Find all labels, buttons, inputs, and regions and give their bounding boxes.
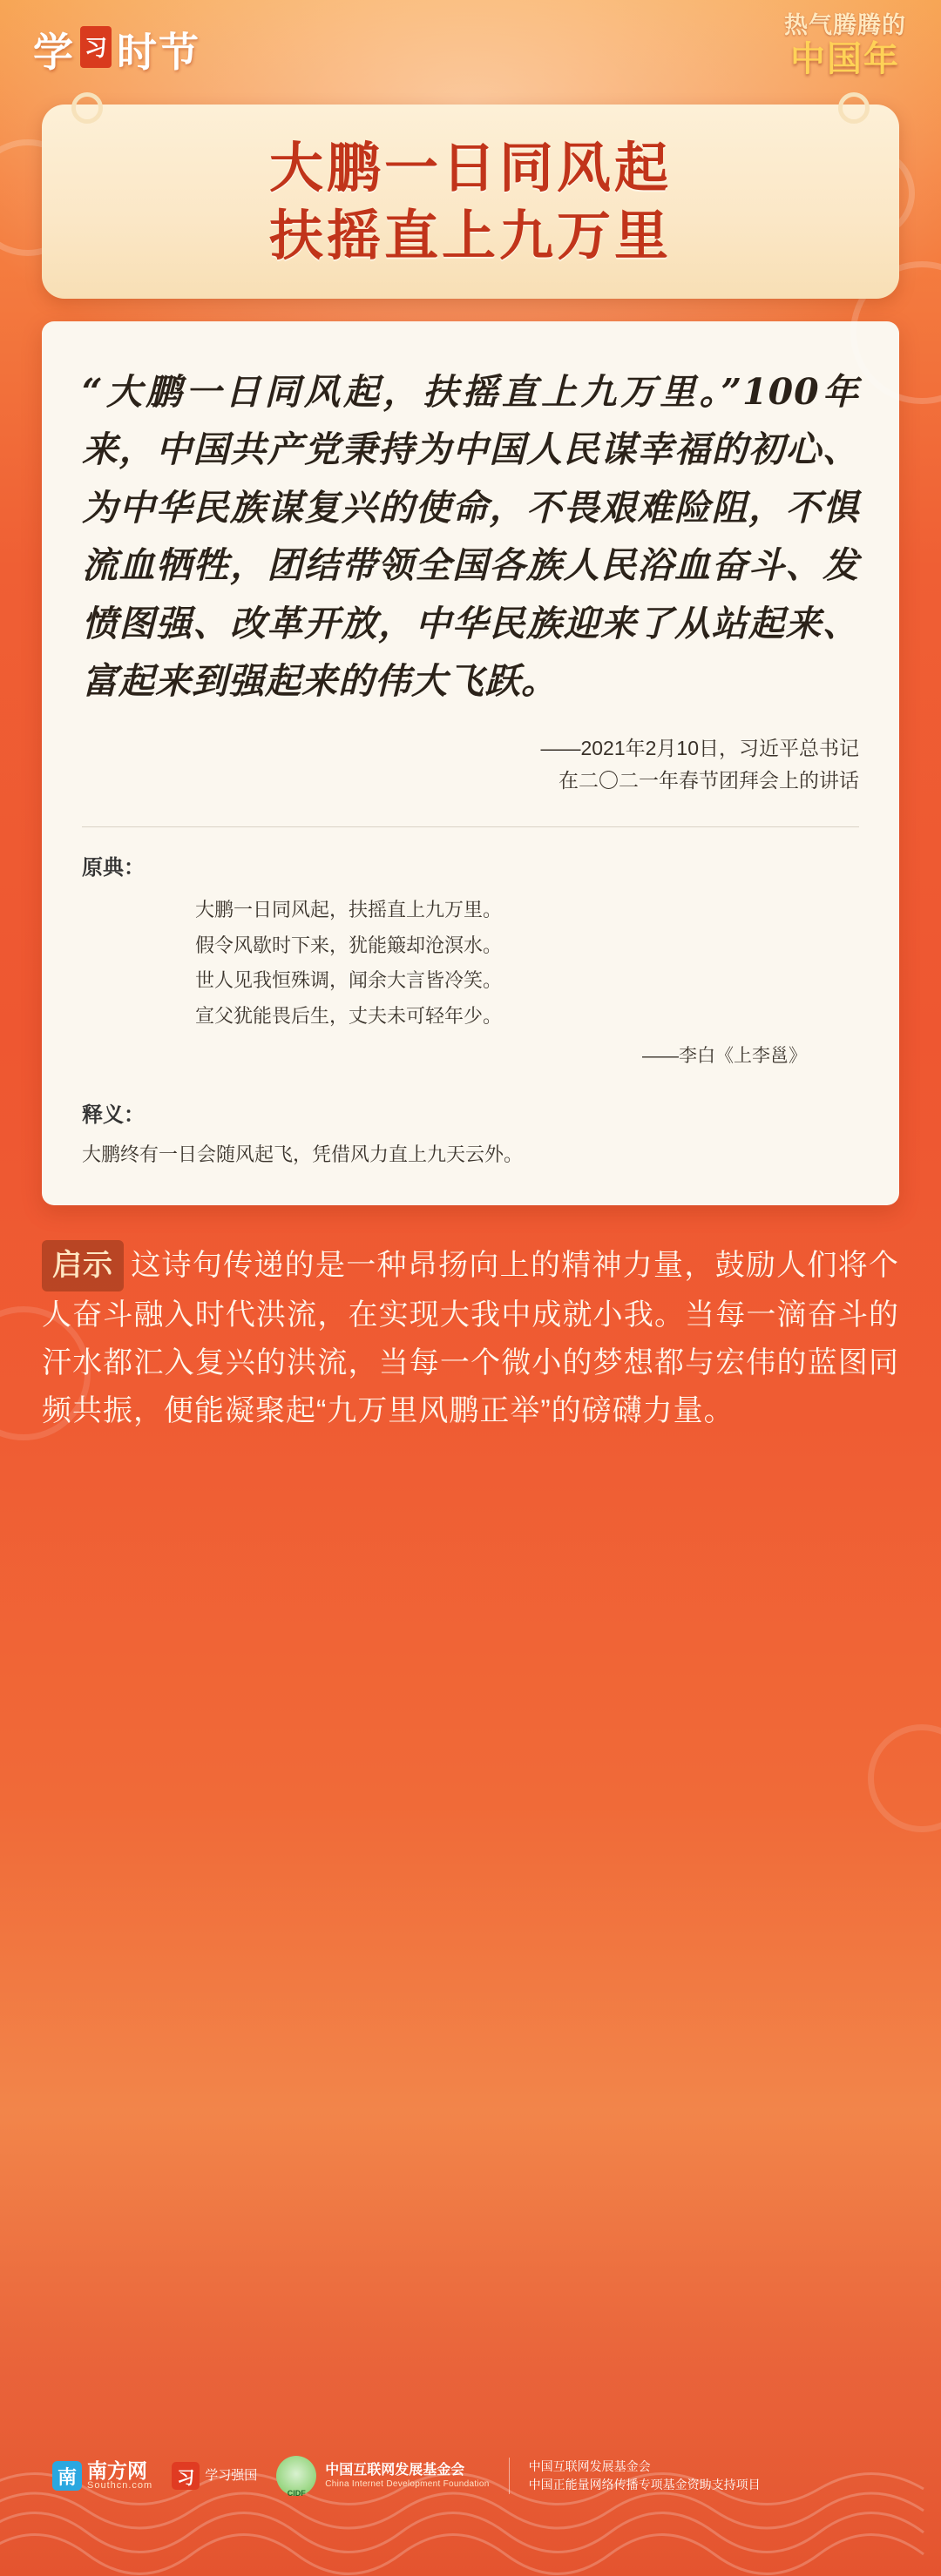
southcn-name-en: Southcn.com [87, 2480, 153, 2492]
cidf-name-cn: 中国互联网发展基金会 [325, 2463, 465, 2478]
page-title-line-1: 大鹏一日同风起 [268, 136, 672, 199]
xuexiqiangguo-logo[interactable] [172, 2462, 257, 2490]
greeting-line-1: 热气腾腾的 [784, 12, 906, 39]
poem-line: 大鹏一日同风起，扶摇直上九万里。 [195, 899, 503, 921]
footer [0, 2456, 941, 2496]
gloss-text: 大鹏终有一日会随风起飞，凭借风力直上九天云外。 [82, 1143, 524, 1165]
title-plaque [42, 105, 899, 299]
southcn-name-cn: 南方网 [87, 2459, 147, 2483]
main-quote-text: “大鹏一日同风起，扶摇直上九万里。”100年来，中国共产党秉持为中国人民谋幸福的初心、为中华民族谋复兴的使命，不畏艰难险阻，不惧流血牺牲，团结带领全国各族人民浴血奋斗、发愤图强、改革开放，中华民族迎来了从站起来、富起来到强起来的伟大飞跃。 [82, 371, 859, 703]
support-line-1: 中国互联网发展基金会 [528, 2459, 651, 2473]
brand-char-shijie: 时节 [117, 29, 201, 76]
brand-seal-xi: 习 [80, 26, 112, 68]
festival-greeting [784, 12, 906, 79]
cidf-name-en: China Internet Development Foundation [325, 2478, 490, 2489]
content-card [42, 321, 899, 1205]
southcn-logo[interactable] [52, 2460, 152, 2492]
quote-source-line-1: ——2021年2月10日，习近平总书记 [540, 737, 859, 760]
page-title-line-2: 扶摇直上九万里 [268, 203, 672, 267]
xuexiqiangguo-mark-icon: 习 [172, 2462, 200, 2490]
support-note [529, 2458, 761, 2494]
poem-line: 世人见我恒殊调，闻余大言皆冷笑。 [195, 969, 503, 992]
section-divider [82, 826, 859, 827]
enlightenment-text: 这诗句传递的是一种昂扬向上的精神力量，鼓励人们将个人奋斗融入时代洪流，在实现大我中成就小我。当每一滴奋斗的汗水都汇入复兴的洪流，当每一个微小的梦想都与宏伟的蓝图同频共振，便能凝聚起“九万里风鹏正举”的磅礴力量。 [42, 1249, 899, 1428]
quote-source-line-2: 在二〇二一年春节团拜会上的讲话 [559, 769, 859, 792]
brand-char-xue: 学 [33, 29, 75, 76]
poem-line: 假令风歇时下来，犹能簸却沧溟水。 [195, 934, 503, 956]
header [0, 0, 941, 96]
poem-author: ——李白《上李邕》 [642, 1045, 807, 1066]
quote-source [82, 732, 859, 797]
poem-line: 宣父犹能畏后生，丈夫未可轻年少。 [195, 1005, 503, 1028]
cidf-mark-icon [276, 2456, 316, 2496]
enlightenment-tag: 启示 [42, 1240, 124, 1291]
footer-divider [509, 2458, 510, 2494]
cloud-decoration-icon [868, 1724, 941, 1832]
support-line-2: 中国正能量网络传播专项基金资助支持项目 [528, 2478, 761, 2492]
greeting-line-2: 中国年 [790, 38, 900, 80]
cidf-logo[interactable] [276, 2456, 489, 2496]
brand-logo [33, 21, 200, 78]
enlightenment-section [42, 1240, 899, 1435]
southcn-mark-icon: 南 [52, 2461, 82, 2491]
xuexiqiangguo-label: 学习强国 [205, 2467, 258, 2483]
original-text-label: 原典： [82, 856, 145, 880]
original-poem [195, 893, 859, 1035]
gloss-label: 释义： [82, 1103, 145, 1127]
